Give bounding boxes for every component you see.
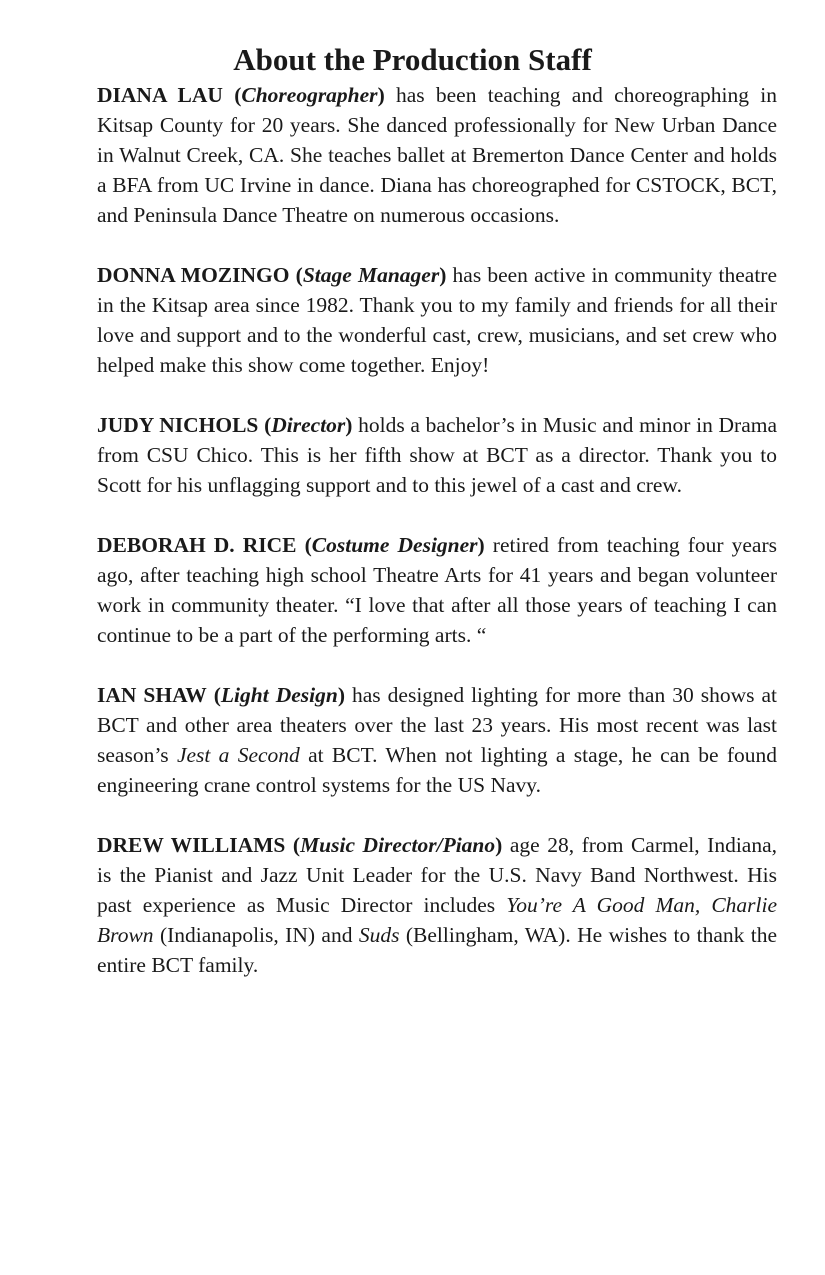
bios-section — [97, 80, 777, 1010]
bio-text: (Bellingham, WA). He wishes to thank the entire BCT family. — [97, 923, 778, 977]
bio-drew-williams: DREW WILLIAMS (Music Director/Piano) age 28, from Carmel, Indiana, is the Pianist and Jazz Unit Leader for the U.S. Navy Band Northwest. His past experience as Music Director includes You’re A Good Man, Charlie Brown (Indianapolis, IN) and Suds (Bellingham, WA). He wishes to thank the entire BCT family. — [97, 833, 778, 977]
bio-text: retired from teaching four years ago, after teaching high school Theatre Arts for 41 years and began volunteer work in community theater. “I love that after all those years of teaching I can continue to be a part of the performing arts. “ — [97, 533, 778, 647]
bio-role: Choreographer — [241, 83, 378, 107]
bio-role: Director — [271, 413, 346, 437]
bio-name: IAN SHAW — [97, 683, 207, 707]
bio-name: JUDY NICHOLS — [97, 413, 259, 437]
bio-text: has been teaching and choreographing in Kitsap County for 20 years. She danced professionally for New Urban Dance in Walnut Creek, CA. She teaches ballet at Bremerton Dance Center and holds a BFA from UC Irvine in dance. Diana has choreographed for CSTOCK, BCT, and Peninsula Dance Theatre on numerous occasions. — [97, 83, 777, 227]
bio-text: has been active in community theatre in the Kitsap area since 1982. Thank you to my family and friends for all their love and support and to the wonderful cast, crew, musicians, and set crew who helped make this show come together. Enjoy! — [97, 263, 778, 377]
page-title: About the Production Staff — [233, 42, 592, 77]
bio-text: age 28, from Carmel, Indiana, is the Pianist and Jazz Unit Leader for the U.S. Navy Band Northwest. His past experience as Music Director includes — [97, 833, 778, 917]
bio-name: DREW WILLIAMS — [97, 833, 286, 857]
bio-name: DONNA MOZINGO — [97, 263, 290, 287]
bio-deborah-rice: DEBORAH D. RICE (Costume Designer) retired from teaching four years ago, after teaching high school Theatre Arts for 41 years and began volunteer work in community theater. “I love that after all those years of teaching I can continue to be a part of the performing arts. “ — [97, 533, 778, 647]
bio-name: DEBORAH D. RICE — [97, 533, 297, 557]
show-title: Suds — [358, 923, 400, 947]
bio-role: Stage Manager — [302, 263, 440, 287]
bio-role: Costume Designer — [311, 533, 478, 557]
bio-donna-mozingo: DONNA MOZINGO (Stage Manager) has been active in community theatre in the Kitsap area since 1982. Thank you to my family and friends for all their love and support and to the wonderful cast, crew, musicians, and set crew who helped make this show come together. Enjoy! — [97, 263, 778, 377]
show-title: Jest a Second — [176, 743, 300, 767]
bio-text: holds a bachelor’s in Music and minor in Drama from CSU Chico. This is her fifth show at BCT as a director. Thank you to Scott for his unflagging support and to this jewel of a cast and crew. — [97, 413, 778, 497]
bio-text: has designed lighting for more than 30 shows at BCT and other area theaters over the last 23 years. His most recent was last season’s — [97, 683, 777, 767]
bio-diana-lau: DIANA LAU (Choreographer) has been teaching and choreographing in Kitsap County for 20 years. She danced professionally for New Urban Dance in Walnut Creek, CA. She teaches ballet at Bremerton Dance Center and holds a BFA from UC Irvine in dance. Diana has choreographed for CSTOCK, BCT, and Peninsula Dance Theatre on numerous occasions. — [97, 83, 777, 227]
bio-ian-shaw: IAN SHAW (Light Design) has designed lighting for more than 30 shows at BCT and other area theaters over the last 23 years. His most recent was last season’s Jest a Second at BCT. When not lighting a stage, he can be found engineering crane control systems for the US Navy. — [97, 683, 778, 797]
bio-name: DIANA LAU — [97, 83, 223, 107]
bio-role: Light Design — [220, 683, 338, 707]
bio-judy-nichols: JUDY NICHOLS (Director) holds a bachelor’s in Music and minor in Drama from CSU Chico. This is her fifth show at BCT as a director. Thank you to Scott for his unflagging support and to this jewel of a cast and crew. — [97, 413, 778, 497]
show-title: You’re A Good Man, Charlie Brown — [97, 893, 778, 947]
bio-text: at BCT. When not lighting a stage, he can be found engineering crane control systems for the US Navy. — [97, 743, 778, 797]
bio-role: Music Director/Piano — [300, 833, 496, 857]
bio-text: (Indianapolis, IN) and — [159, 923, 353, 947]
